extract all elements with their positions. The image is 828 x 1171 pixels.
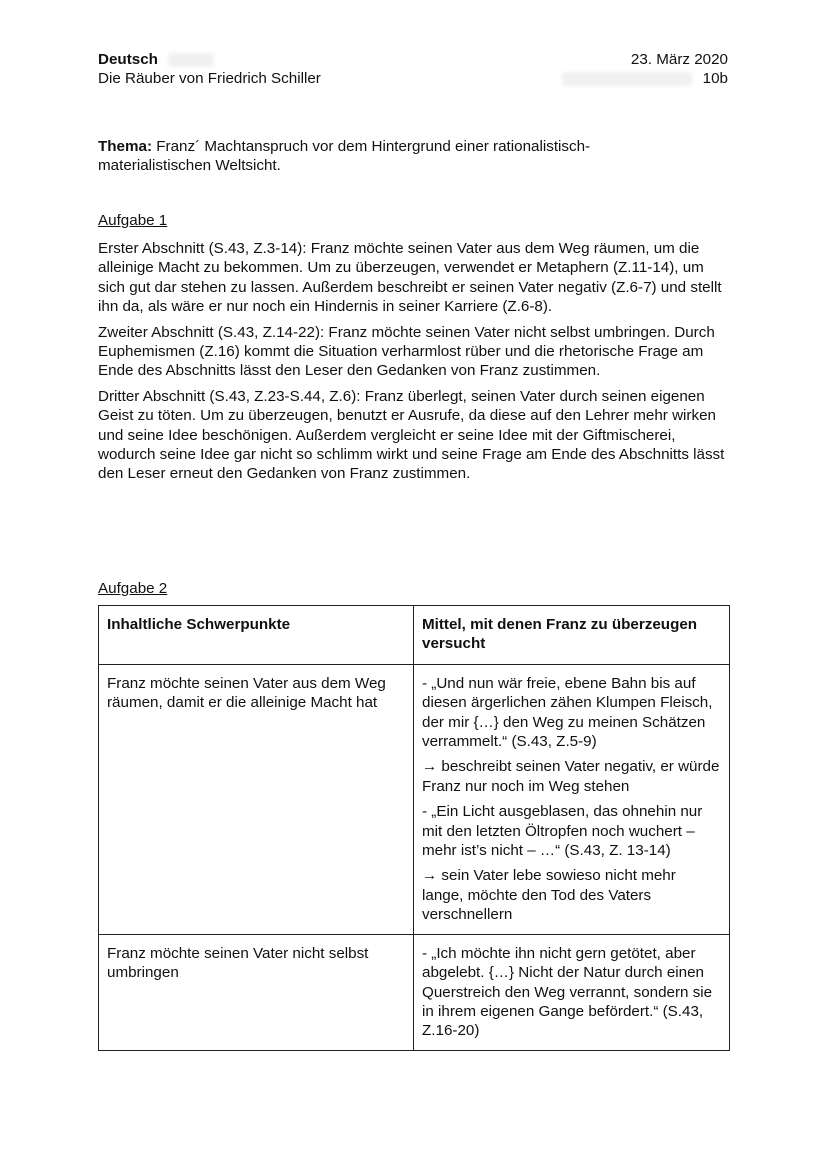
table-header-focus: Inhaltliche Schwerpunkte bbox=[99, 606, 414, 665]
means-cell bbox=[414, 664, 730, 934]
means-cell bbox=[414, 934, 730, 1050]
subject-label: Deutsch bbox=[98, 51, 158, 68]
theme-statement bbox=[98, 137, 698, 176]
task1-paragraph: Dritter Abschnitt (S.43, Z.23-S.44, Z.6): Franz überlegt, seinen Vater durch seinen eigenen Geist zu töten. Um zu überzeugen, benutzt er Ausrufe, da diese auf den Lehrer mehr wirken und seine Idee beschönigen. Außerdem vergleicht er seine Idee mit der Giftmischerei, wodurch seine Idee gar nicht so schlimm wirkt und seine Frage am Ende des Abschnitts lässt den Leser erneut den Gedanken von Franz zustimmen. bbox=[98, 387, 725, 483]
analysis-table bbox=[98, 605, 730, 1051]
theme-label: Thema: bbox=[98, 138, 153, 155]
header-left bbox=[98, 50, 321, 89]
task1-paragraph: Erster Abschnitt (S.43, Z.3-14): Franz möchte seinen Vater aus dem Weg räumen, um die alleinige Macht zu bekommen. Um zu überzeugen, verwendet er Metaphern (Z.11-14), um sich gut dar stehen zu lassen. Außerdem beschreibt er seinen Vater negativ (Z.6-7) und stellt ihn da, als wäre er nur noch ein Hindernis in seiner Karriere (Z.6-8). bbox=[98, 240, 722, 316]
focus-cell: Franz möchte seinen Vater aus dem Weg räumen, damit er die alleinige Macht hat bbox=[99, 664, 414, 934]
means-entry: - „Und nun wär freie, ebene Bahn bis auf diesen ärgerlichen zähen Klumpen Fleisch, der mir {…} den Weg zu meinen Schätzen verrammelt.“ (S.43, Z.5-9) bbox=[422, 674, 713, 751]
table-row bbox=[99, 664, 730, 934]
document-header bbox=[98, 50, 730, 92]
table-header-row bbox=[99, 606, 730, 665]
task1-paragraph: Zweiter Abschnitt (S.43, Z.14-22): Franz möchte seinen Vater nicht selbst umbringen. Durch Euphemismen (Z.16) kommt die Situation verharmlost rüber und die rhetorische Frage am Ende des Abschnitts lässt den Leser den Gedanken von Franz zustimmen. bbox=[98, 323, 715, 380]
header-right bbox=[562, 50, 728, 89]
means-entry: → beschreibt seinen Vater negativ, er würde Franz nur noch im Weg stehen bbox=[422, 758, 720, 795]
task1-body bbox=[98, 239, 728, 490]
task1-heading: Aufgabe 1 bbox=[98, 212, 168, 229]
date-label: 23. März 2020 bbox=[630, 51, 728, 68]
redacted-author bbox=[562, 72, 692, 86]
means-entry: - „Ich möchte ihn nicht gern getötet, aber abgelebt. {…} Nicht der Natur durch einen Querstreich den Weg verrannt, sondern sie in ihrem eigenen Gange befördert.“ (S.43, Z.16-20) bbox=[422, 944, 713, 1040]
work-title: Die Räuber von Friedrich Schiller bbox=[98, 70, 321, 88]
table-header-means: Mittel, mit denen Franz zu überzeugen versucht bbox=[414, 606, 730, 665]
class-label: 10b bbox=[702, 70, 728, 88]
redacted-name bbox=[168, 53, 214, 67]
means-entry: → sein Vater lebe sowieso nicht mehr lange, möchte den Tod des Vaters verschnellern bbox=[422, 867, 676, 924]
task2-heading: Aufgabe 2 bbox=[98, 580, 168, 597]
focus-cell: Franz möchte seinen Vater nicht selbst umbringen bbox=[99, 934, 414, 1050]
means-entry: - „Ein Licht ausgeblasen, das ohnehin nur mit den letzten Öltropfen noch wuchert – mehr ist’s nicht – …“ (S.43, Z. 13-14) bbox=[422, 803, 703, 860]
table-row bbox=[99, 934, 730, 1050]
theme-text: Franz´ Machtanspruch vor dem Hintergrund einer rationalistisch-materialistischen Weltsicht. bbox=[98, 138, 591, 175]
